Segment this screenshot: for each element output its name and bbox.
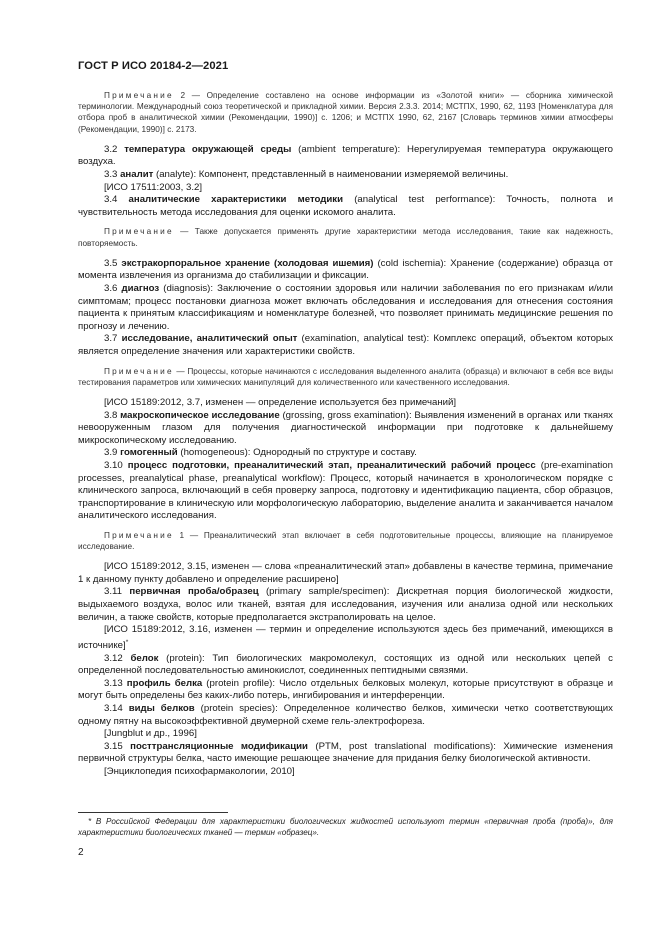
term-3-6: 3.6 диагноз (diagnosis): Заключение о состоянии здоровья или наличии заболевания по его признакам и/или симптомам; процесс постановки диагноза может включать обследования и исследования для отнесения состояния пациента к принятым классификациям и номенклатуре болезней, что позволяет принимать медицинские решения по прогнозу и лечению. <box>78 282 613 332</box>
term-3-15: 3.15 посттрансляционные модификации (PTM, post translational modifications): Химические изменения первичной структуры белка, часто имеющие решающее значение для придания белку биологической активности. <box>78 740 613 765</box>
term-3-11-source: [ИСО 15189:2012, 3.16, изменен — термин и определение используются здесь без примечаний, имеющихся в источнике]* <box>78 624 613 652</box>
term-3-10-source: [ИСО 15189:2012, 3.15, изменен — слова «преаналитический этап» добавлены в качестве термина, примечание 1 к данному пункту добавлено и определение расширено] <box>78 561 613 585</box>
footnote-marker: * <box>125 638 129 646</box>
page-number: 2 <box>78 847 84 858</box>
note-label: Примечание <box>104 366 174 376</box>
note-label: Примечание <box>104 91 174 100</box>
note-paragraph: Примечание — Процессы, которые начинаются с исследования выделенного аналита (образца) и включают в себя все виды тестирования параметров или химических манипуляций для количественного или качественного исследования. <box>78 366 613 387</box>
term-3-12: 3.12 белок (protein): Тип биологических макромолекул, состоящих из одной или нескольких цепей с определенной последовательностью аминокислот, соединенных пептидными связями. <box>78 652 613 677</box>
term-3-10: 3.10 процесс подготовки, преаналитический этап, преаналитический рабочий процесс (pre-examination processes, preanalytical phase, preanalytical workflow): Процесс, который начинается в хронологическом порядке с клинического запроса, включающий в себя проверку запроса, подготовку и идентификацию пациента, сбор образцов, транспортирование в клиническую или морфологическую лабораторию, выделение аналита и заканчивается началом аналитического исследования. <box>78 459 613 522</box>
note-label: Примечание <box>104 227 174 237</box>
term-3-7: 3.7 исследование, аналитический опыт (examination, analytical test): Комплекс операций, объектом которых является определение значения или характеристики свойств. <box>78 333 614 357</box>
term-3-15-source: [Энциклопедия психофармакологии, 2010] <box>104 766 295 777</box>
term-3-14-source: [Jungblut и др., 1996] <box>104 728 197 740</box>
note-paragraph: Примечание 1 — Преаналитический этап включает в себя подготовительные процессы, влияющие на планируемое исследование. <box>78 530 613 552</box>
document-body <box>78 90 613 779</box>
term-3-11: 3.11 первичная проба/образец (primary sample/specimen): Дискретная порция биологической жидкости, выдыхаемого воздуха, волос или тканей, взятая для исследования, изучения или анализа одной или нескольких величин, а также свойств, которые предполагается экстраполировать на целое. <box>78 586 613 623</box>
footnote-divider <box>78 812 228 813</box>
term-3-3-source: [ИСО 17511:2003, 3.2] <box>104 181 203 193</box>
term-3-7-source: [ИСО 15189:2012, 3.7, изменен — определение используется без примечаний] <box>104 396 457 408</box>
term-3-8: 3.8 макроскопическое исследование (grossing, gross examination): Выявления изменений в органах или тканях невооруженным глазом для получения диагностической информации при подготовке к дальнейшему микроскопическому исследованию. <box>78 409 613 446</box>
note-label: Примечание <box>104 530 174 540</box>
term-3-3: 3.3 аналит (analyte): Компонент, представленный в наименовании измеряемой величины. <box>104 169 509 180</box>
term-3-13: 3.13 профиль белка (protein profile): Число отдельных белковых молекул, которые присутствуют в образце и могут быть определены без каких-либо потерь, ингибирования и интерференции. <box>78 677 613 702</box>
term-3-9: 3.9 гомогенный (homogeneous): Однородный по структуре и составу. <box>104 447 417 459</box>
term-3-5: 3.5 экстракорпоральное хранение (холодовая ишемия) (cold ischemia): Хранение (содержание) образца от момента извлечения из организма до стабилизации и фиксации. <box>78 257 613 282</box>
standard-header: ГОСТ Р ИСО 20184-2—2021 <box>78 60 229 72</box>
term-3-14: 3.14 виды белков (protein species): Определенное количество белков, химически четко соответствующих одному пятну на высокоэффективной двумерной схеме гель-электрофореза. <box>78 703 613 727</box>
note-paragraph: Примечание 2 — Определение составлено на основе информации из «Золотой книги» — сборника химической терминологии. Международный союз теоретической и прикладной химии. Версия 2.3.3. 2014; МСТПХ, 1990, 62, 1193 [Номенклатура для отбора проб в аналитической химии (Рекомендации, 1990)] с. 1206; и МСТПХ 1990, 62, 2167 [Словарь терминов химии атмосферы (Рекомендации, 1990)] с. 2173. <box>78 91 613 134</box>
term-3-4: 3.4 аналитические характеристики методики (analytical test performance): Точность, полнота и чувствительность метода исследования для оценки искомого аналита. <box>78 194 613 218</box>
footnote: * В Российской Федерации для характеристики биологических жидкостей используют термин «первичная проба (проба)», для характеристики биологических тканей — термин «образец». <box>78 817 613 838</box>
term-3-2: 3.2 температура окружающей среды (ambient temperature): Нерегулируемая температура окружающего воздуха. <box>78 143 613 168</box>
note-paragraph: Примечание — Также допускается применять другие характеристики метода исследования, такие как надежность, повторяемость. <box>78 227 613 248</box>
